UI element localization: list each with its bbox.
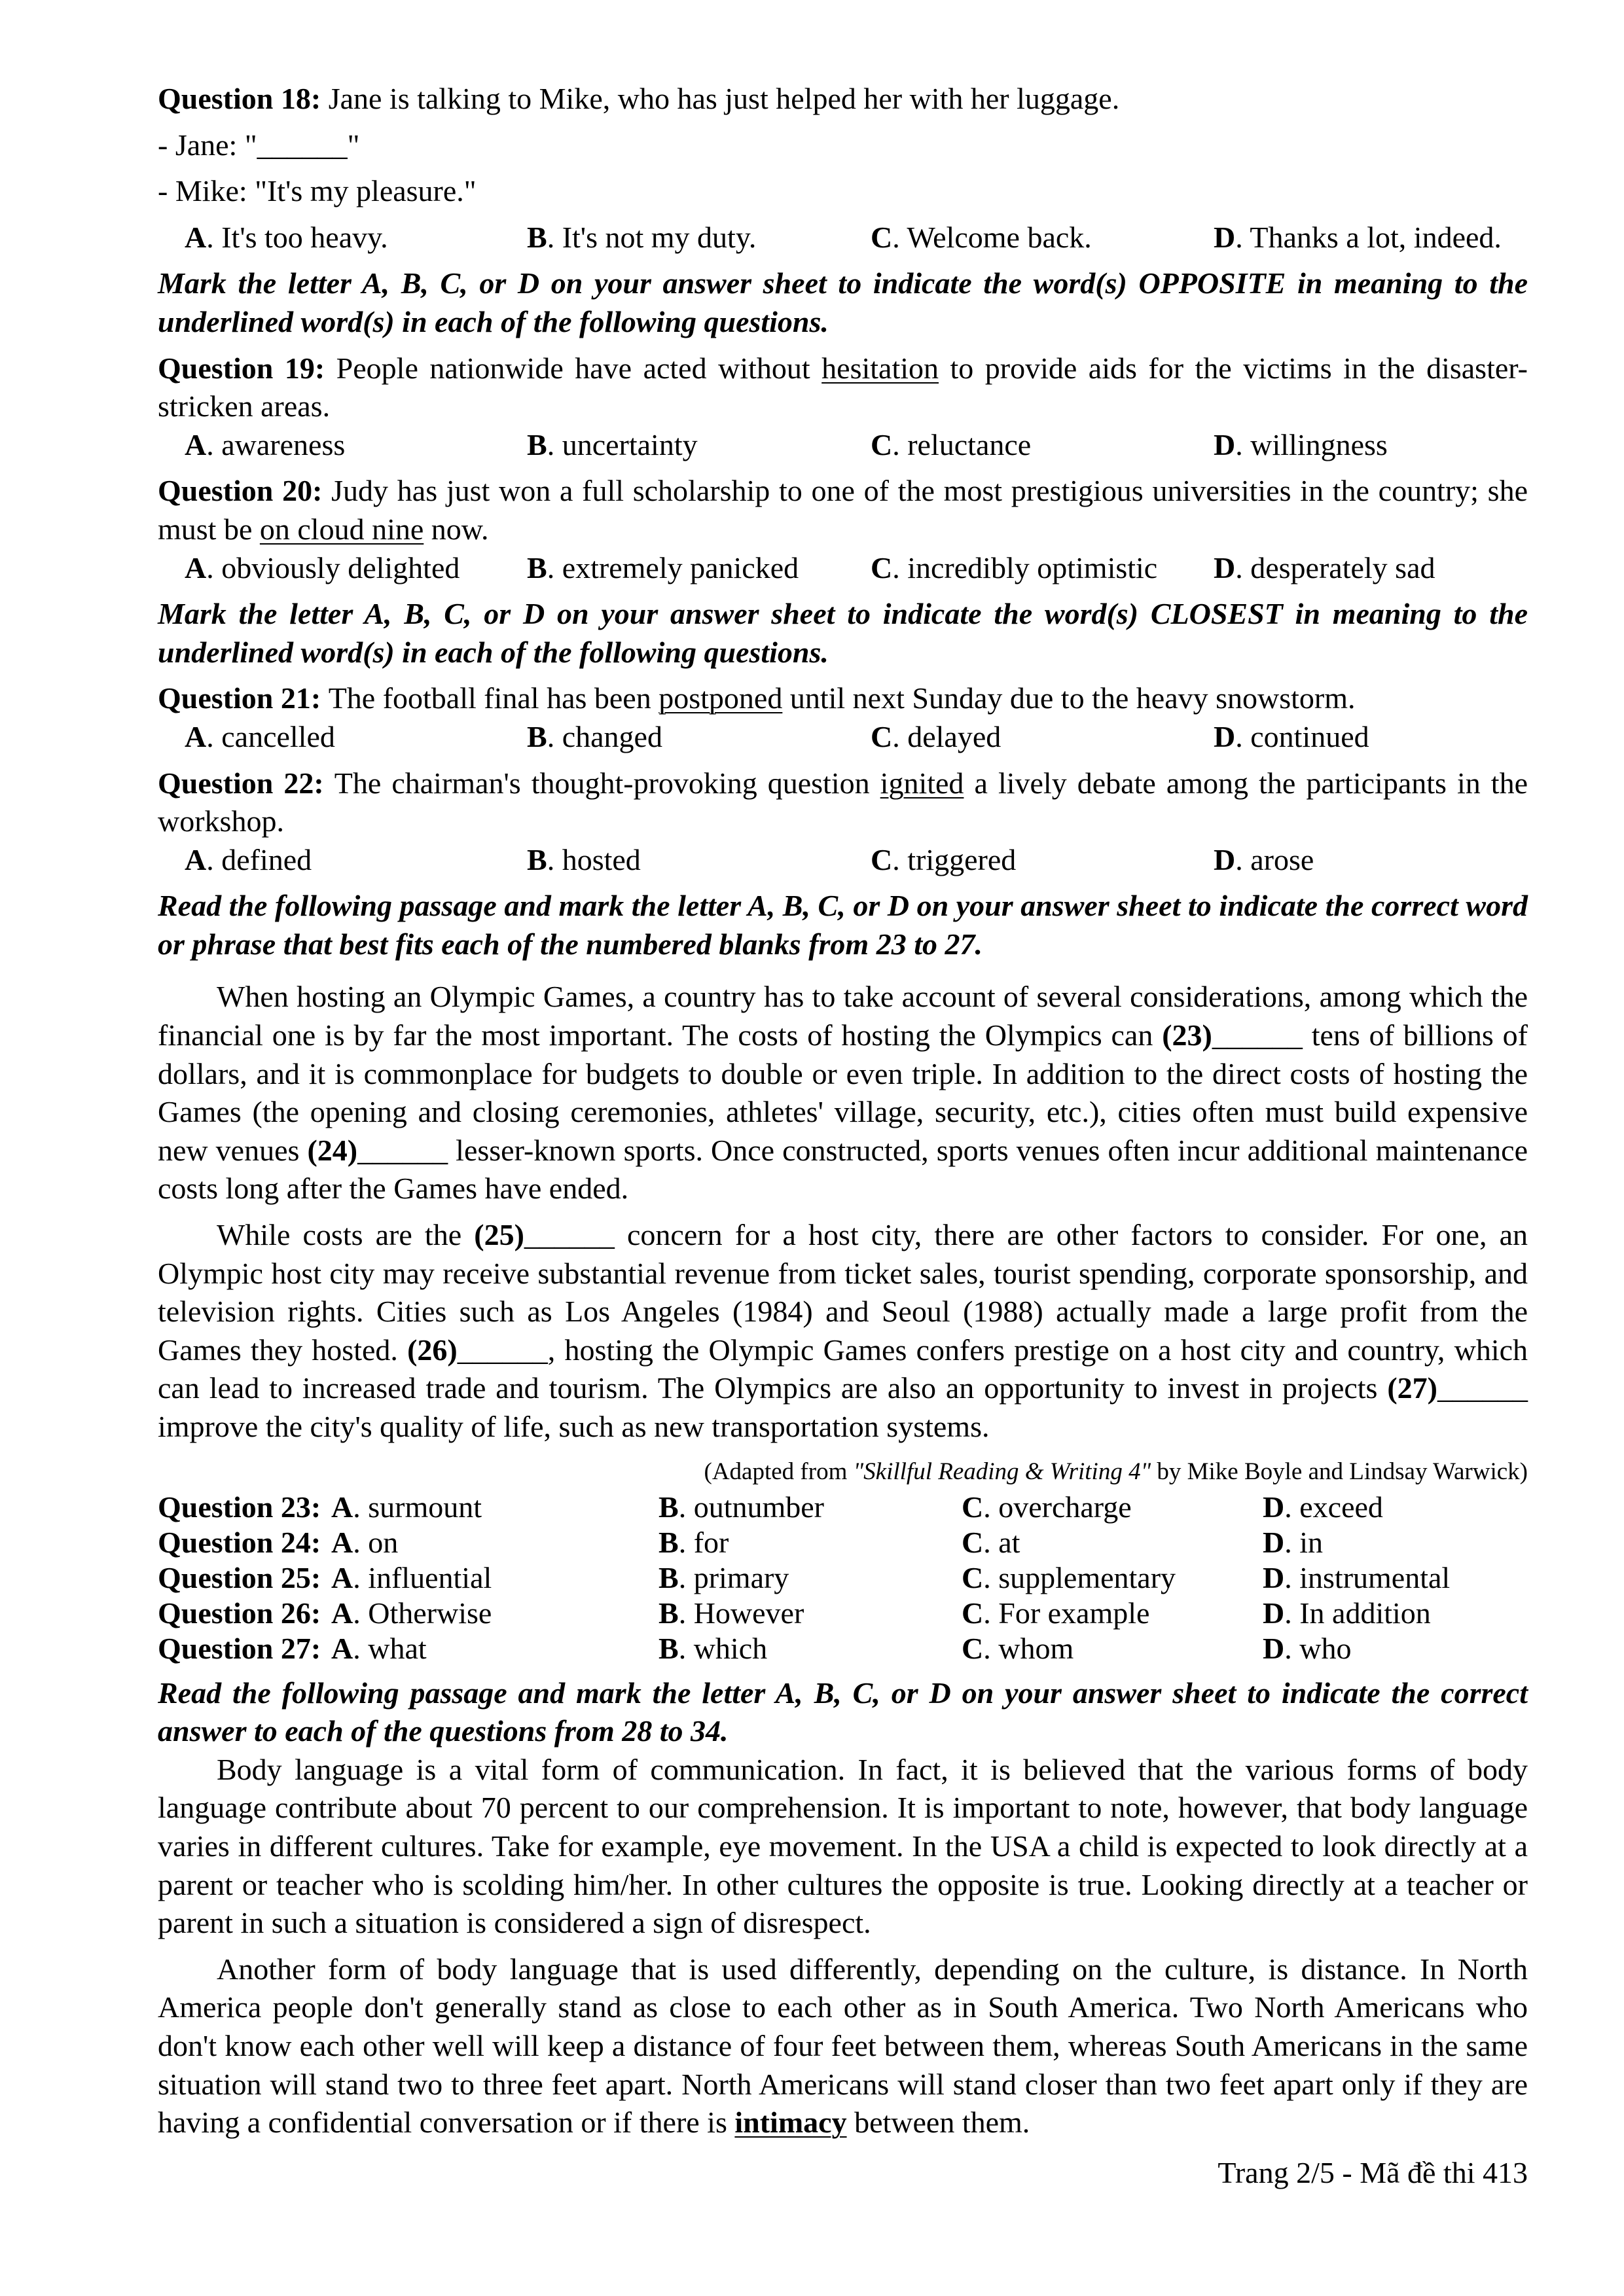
option-text: . influential — [353, 1560, 492, 1594]
text-run: to provide aids for the victims in the disaster-stricken areas. — [158, 351, 1528, 423]
cloze-answer-table — [158, 1490, 1528, 1666]
option-c — [871, 841, 1214, 880]
option-letter: D — [1263, 1525, 1285, 1559]
option-text: . in — [1284, 1525, 1324, 1559]
text-run: While costs are the — [217, 1218, 475, 1252]
option-letter: C — [962, 1560, 984, 1594]
reading-paragraph-2 — [158, 1950, 1528, 2142]
question-label: Question 27: — [158, 1631, 321, 1665]
bold-label: Question 21: — [158, 681, 329, 715]
option-text: . extremely panicked — [547, 550, 799, 584]
text-run: When hosting an Olympic Games, a country has to take account of several considerations, among which the financial one is by far the most important. The costs of hosting the Olympics can — [158, 980, 1528, 1052]
question-18-stem — [158, 80, 1528, 118]
option-b — [659, 1596, 962, 1631]
option-d — [1214, 426, 1528, 465]
option-d — [1263, 1631, 1528, 1666]
option-text: . changed — [547, 719, 662, 753]
cloze-question-row — [158, 1525, 1528, 1560]
underlined-word: postponed — [659, 681, 783, 715]
option-d — [1263, 1490, 1528, 1525]
option-text: . hosted — [547, 842, 641, 876]
option-d — [1263, 1596, 1528, 1631]
page-footer: Trang 2/5 - Mã đề thi 413 — [1218, 2155, 1528, 2189]
option-a — [185, 426, 527, 465]
option-b — [659, 1490, 962, 1525]
option-letter: B — [659, 1490, 679, 1524]
question-20-options — [158, 549, 1528, 588]
option-letter: D — [1214, 427, 1236, 461]
option-text: . outnumber — [678, 1490, 824, 1524]
option-c — [962, 1631, 1263, 1666]
option-b — [527, 841, 871, 880]
question-21-options — [158, 718, 1528, 757]
underlined-word: hesitation — [821, 351, 939, 385]
option-a — [185, 549, 527, 588]
text-run: a lively debate among the participants in the workshop. — [158, 766, 1528, 838]
option-text: . instrumental — [1284, 1560, 1451, 1594]
bold-label: (25) — [474, 1218, 524, 1252]
text-run: Judy has just won a full scholarship to one of the most prestigious universities in the country; she must be — [158, 474, 1528, 546]
question-22-options — [158, 841, 1528, 880]
text-run: ______ tens of billions of dollars, and it is commonplace for budgets to double or even triple. In addition to the direct costs of hosting the Games (the opening and closing ceremonies, athletes' village, security, etc.), cities often must build expensive new venues — [158, 1018, 1528, 1167]
option-d — [1214, 841, 1528, 880]
bold-label: Question 19: — [158, 351, 336, 385]
option-a — [331, 1631, 659, 1666]
question-label: Question 25: — [158, 1560, 321, 1594]
option-d — [1263, 1560, 1528, 1596]
text-run: People nationwide have acted without — [336, 351, 822, 385]
option-text: . defined — [206, 842, 312, 876]
option-b — [659, 1525, 962, 1560]
option-text: . desperately sad — [1235, 550, 1435, 584]
option-text: . arose — [1235, 842, 1314, 876]
question-18-line-jane: - Jane: "______" — [158, 128, 360, 162]
option-d — [1214, 219, 1528, 257]
text-run: ______ improve the city's quality of life, such as new transportation systems. — [158, 1371, 1528, 1443]
option-text: . continued — [1235, 719, 1369, 753]
option-text: . whom — [983, 1631, 1074, 1665]
option-a — [185, 718, 527, 757]
option-letter: B — [659, 1631, 679, 1665]
text-run: until next Sunday due to the heavy snowstorm. — [782, 681, 1356, 715]
option-d — [1263, 1525, 1528, 1560]
option-letter: D — [1214, 220, 1236, 254]
option-text: . However — [678, 1596, 804, 1630]
option-b — [527, 718, 871, 757]
option-letter: D — [1263, 1631, 1285, 1665]
question-18-line-mike: - Mike: "It's my pleasure." — [158, 174, 477, 208]
question-20-stem — [158, 472, 1528, 548]
text-run: The chairman's thought-provoking question — [334, 766, 880, 800]
text-run: now. — [424, 512, 489, 546]
text-run: between them. — [846, 2106, 1030, 2140]
option-text: . surmount — [353, 1490, 482, 1524]
text-run: Another form of body language that is used differently, depending on the culture, is distance. In North America people don't generally stand as close to each other as in South America. Two North Americans who don't know each other well will keep a distance of four feet between them, whereas South Americans in the same situation will stand two to three feet apart. North Americans will stand closer than two feet apart only if they are having a confidential conversation or if there is — [158, 1952, 1528, 2140]
option-text: . which — [678, 1631, 768, 1665]
option-text: . obviously delighted — [206, 550, 460, 584]
option-letter: D — [1263, 1596, 1285, 1630]
option-letter: C — [962, 1596, 984, 1630]
question-22-stem — [158, 764, 1528, 841]
text-run: Jane is talking to Mike, who has just helped her with her luggage. — [328, 82, 1120, 115]
text-run: ______ lesser-known sports. Once constructed, sports venues often incur additional maintenance costs long after the Games have ended. — [158, 1133, 1528, 1206]
option-text: . delayed — [892, 719, 1001, 753]
question-19-stem — [158, 350, 1528, 426]
option-letter: A — [185, 220, 207, 254]
option-letter: B — [527, 220, 547, 254]
option-letter: C — [962, 1631, 984, 1665]
option-a — [331, 1596, 659, 1631]
option-c — [871, 426, 1214, 465]
question-label: Question 24: — [158, 1525, 321, 1559]
reading-paragraph-1 — [158, 1751, 1528, 1943]
text-run: ______ concern for a host city, there are other factors to consider. For one, an Olympic host city may receive substantial revenue from ticket sales, tourist spending, corporate sponsorship, and television rights. Cities such as Los Angeles (1984) and Seoul (1988) actually made a large profit from the Games they hosted. — [158, 1218, 1528, 1367]
option-letter: D — [1263, 1490, 1285, 1524]
option-letter: C — [871, 220, 893, 254]
option-b — [527, 219, 871, 257]
passage-source — [158, 1454, 1528, 1490]
option-letter: A — [331, 1596, 353, 1630]
text-run: (Adapted from — [704, 1458, 854, 1485]
option-text: . cancelled — [206, 719, 335, 753]
option-text: . In addition — [1284, 1596, 1431, 1630]
text-run: The football final has been — [328, 681, 659, 715]
option-text: . supplementary — [983, 1560, 1176, 1594]
text-run: by Mike Boyle and Lindsay Warwick) — [1151, 1458, 1528, 1485]
bold-label: (24) — [307, 1133, 358, 1167]
option-c — [962, 1596, 1263, 1631]
bold-label: Question 22: — [158, 766, 334, 800]
cloze-question-row — [158, 1490, 1528, 1525]
bold-label: (27) — [1387, 1371, 1437, 1405]
option-letter: A — [185, 719, 207, 753]
option-text: . Otherwise — [353, 1596, 492, 1630]
option-letter: A — [185, 550, 207, 584]
option-letter: C — [962, 1525, 984, 1559]
option-letter: B — [527, 842, 547, 876]
option-a — [331, 1525, 659, 1560]
option-letter: C — [871, 842, 893, 876]
option-b — [527, 426, 871, 465]
option-text: . incredibly optimistic — [892, 550, 1158, 584]
option-letter: C — [871, 719, 893, 753]
option-c — [871, 549, 1214, 588]
option-a — [185, 841, 527, 880]
option-text: . For example — [983, 1596, 1150, 1630]
option-letter: D — [1214, 842, 1236, 876]
question-21-stem — [158, 679, 1528, 718]
option-letter: B — [659, 1596, 679, 1630]
question-19-options — [158, 426, 1528, 465]
instruction-cloze: Read the following passage and mark the letter A, B, C, or D on your answer sheet to indicate the correct word or phrase that best fits each of the numbered blanks from 23 to 27. — [158, 889, 1528, 961]
option-text: . uncertainty — [547, 427, 698, 461]
option-text: . exceed — [1284, 1490, 1383, 1524]
underlined-word: on cloud nine — [259, 512, 424, 546]
instruction-reading: Read the following passage and mark the letter A, B, C, or D on your answer sheet to indicate the correct answer to each of the questions from 28 to 34. — [158, 1676, 1528, 1748]
option-c — [962, 1525, 1263, 1560]
question-label: Question 26: — [158, 1596, 321, 1630]
option-text: . It's not my duty. — [547, 220, 757, 254]
option-letter: D — [1263, 1560, 1285, 1594]
instruction-closest: Mark the letter A, B, C, or D on your answer sheet to indicate the word(s) CLOSEST in meaning to the underlined word(s) in each of the following questions. — [158, 597, 1528, 669]
text-run: ______, hosting the Olympic Games confers prestige on a host city and country, which can lead to increased trade and tourism. The Olympics are also an opportunity to invest in projects — [158, 1333, 1528, 1405]
bold-label: (23) — [1162, 1018, 1212, 1052]
option-letter: A — [331, 1490, 353, 1524]
option-d — [1214, 549, 1528, 588]
bold-label: Question 20: — [158, 474, 332, 508]
option-text: . awareness — [206, 427, 346, 461]
cloze-paragraph-1 — [158, 978, 1528, 1208]
option-letter: D — [1214, 719, 1236, 753]
option-text: . reluctance — [892, 427, 1032, 461]
option-letter: B — [659, 1525, 679, 1559]
option-d — [1214, 718, 1528, 757]
option-letter: D — [1214, 550, 1236, 584]
bold-label: (26) — [407, 1333, 458, 1367]
cloze-question-row — [158, 1631, 1528, 1666]
option-a — [331, 1560, 659, 1596]
option-b — [659, 1631, 962, 1666]
text-run: "Skillful Reading & Writing 4" — [853, 1458, 1151, 1485]
underlined-word: intimacy — [734, 2106, 847, 2140]
underlined-word: ignited — [880, 766, 964, 800]
option-letter: B — [527, 550, 547, 584]
option-letter: B — [659, 1560, 679, 1594]
text-run: Body language is a vital form of communication. In fact, it is believed that the various forms of body language contribute about 70 percent to our comprehension. It is important to note, however, that body language varies in different cultures. Take for example, eye movement. In the USA a child is expected to look directly at a parent or teacher who is scolding him/her. In other cultures the opposite is true. Looking directly at a teacher or parent in such a situation is considered a sign of disrespect. — [158, 1752, 1528, 1940]
option-letter: A — [331, 1631, 353, 1665]
option-a — [331, 1490, 659, 1525]
option-text: . on — [353, 1525, 399, 1559]
option-c — [962, 1560, 1263, 1596]
option-text: . who — [1284, 1631, 1352, 1665]
option-c — [871, 718, 1214, 757]
option-a — [185, 219, 527, 257]
cloze-question-row — [158, 1560, 1528, 1596]
option-text: . triggered — [892, 842, 1017, 876]
instruction-opposite: Mark the letter A, B, C, or D on your answer sheet to indicate the word(s) OPPOSITE in meaning to the underlined word(s) in each of the following questions. — [158, 266, 1528, 338]
option-letter: A — [185, 842, 207, 876]
option-b — [659, 1560, 962, 1596]
option-letter: C — [871, 550, 893, 584]
option-text: . Welcome back. — [892, 220, 1092, 254]
option-letter: C — [871, 427, 893, 461]
option-b — [527, 549, 871, 588]
option-text: . It's too heavy. — [206, 220, 388, 254]
option-letter: B — [527, 719, 547, 753]
option-text: . what — [353, 1631, 427, 1665]
cloze-paragraph-2 — [158, 1216, 1528, 1446]
option-text: . at — [983, 1525, 1020, 1559]
option-text: . for — [678, 1525, 729, 1559]
cloze-question-row — [158, 1596, 1528, 1631]
option-text: . primary — [678, 1560, 789, 1594]
option-text: . willingness — [1235, 427, 1388, 461]
option-text: . overcharge — [983, 1490, 1132, 1524]
option-letter: A — [331, 1525, 353, 1559]
bold-label: Question 18: — [158, 82, 329, 115]
option-c — [962, 1490, 1263, 1525]
question-18-options — [158, 219, 1528, 257]
option-c — [871, 219, 1214, 257]
option-letter: B — [527, 427, 547, 461]
question-label: Question 23: — [158, 1490, 321, 1524]
option-letter: A — [185, 427, 207, 461]
option-text: . Thanks a lot, indeed. — [1235, 220, 1502, 254]
option-letter: A — [331, 1560, 353, 1594]
option-letter: C — [962, 1490, 984, 1524]
